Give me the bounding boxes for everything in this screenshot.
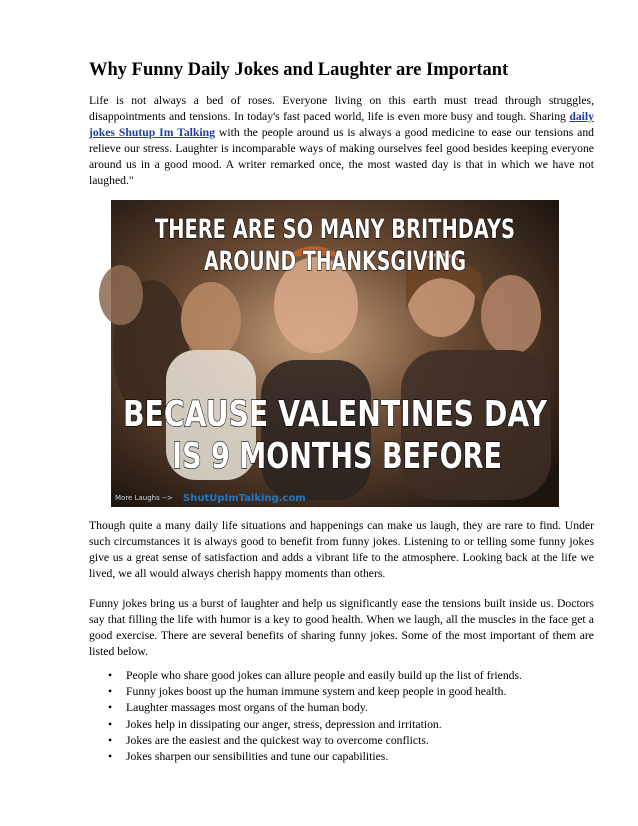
list-item bbox=[89, 717, 594, 733]
article-title: Why Funny Daily Jokes and Laughter are Important bbox=[89, 60, 509, 80]
list-item-text: Funny jokes boost up the human immune system and keep people in good health. bbox=[126, 685, 507, 699]
daily-jokes-link[interactable]: daily jokes Shutup Im Talking bbox=[89, 110, 594, 139]
benefits-list bbox=[89, 668, 594, 765]
list-item-text: Jokes are the easiest and the quickest way to overcome conflicts. bbox=[126, 733, 429, 747]
bullet-icon: • bbox=[108, 685, 113, 699]
meme-top-line-1: THERE ARE SO MANY BRITHDAYS bbox=[155, 214, 515, 245]
bullet-icon: • bbox=[108, 669, 113, 682]
list-item bbox=[89, 700, 594, 716]
intro-text-after-link: with the people around us is always a good medicine to ease our tensions and relieve our stress. Laughter is incomparable ways of making ourselves feel good besides keeping everyone around us in a good mood. A writer remarked once, the most wasted day is that in which we have not laughed." bbox=[89, 126, 595, 187]
list-item bbox=[89, 684, 594, 700]
list-item bbox=[89, 733, 594, 749]
intro-text-before-link: Life is not always a bed of roses. Everyone living on this earth must tread through struggles, disappointments and tensions. In today's fast paced world, life is even more busy and tough. Sharing bbox=[89, 94, 594, 123]
intro-paragraph bbox=[89, 93, 594, 189]
meme-top-line-2: AROUND THANKSGIVING bbox=[204, 246, 466, 277]
list-item bbox=[89, 749, 594, 765]
meme-bottom-line-2: IS 9 MONTHS BEFORE bbox=[172, 436, 502, 477]
meme-footer-prefix: More Laughs --> bbox=[115, 494, 173, 502]
meme-image bbox=[111, 200, 559, 507]
paragraph-3: Funny jokes bring us a burst of laughter and help us significantly ease the tensions built inside us. Doctors say that filling the life with humor is a key to good health. When we laugh, all the muscles in the face get a good exercise. There are several benefits of sharing funny jokes. Some of the most important of them are listed below. bbox=[89, 597, 594, 658]
paragraph-2: Though quite a many daily life situations and happenings can make us laugh, they are rare to find. Under such circumstances it is always good to benefit from funny jokes. Listening to or telling some funny jokes give us a great sense of satisfaction and adds a vibrant life to the atmosphere. Looking back at the life we lived, we all would always cherish happy moments than others. bbox=[89, 519, 594, 580]
list-item-text: Jokes sharpen our sensibilities and tune our capabilities. bbox=[126, 750, 389, 764]
list-item-text: People who share good jokes can allure people and easily build up the list of friends. bbox=[126, 669, 522, 682]
bullet-icon: • bbox=[108, 733, 113, 747]
list-item-text: Laughter massages most organs of the human body. bbox=[126, 701, 368, 715]
bullet-icon: • bbox=[108, 701, 113, 715]
list-item-text: Jokes help in dissipating our anger, stress, depression and irritation. bbox=[126, 717, 442, 731]
bullet-icon: • bbox=[108, 750, 113, 764]
meme-footer-site: ShutUpImTalking.com bbox=[183, 493, 306, 504]
list-item bbox=[89, 668, 594, 684]
meme-bottom-line-1: BECAUSE VALENTINES DAY bbox=[123, 394, 548, 435]
bullet-icon: • bbox=[108, 717, 113, 731]
